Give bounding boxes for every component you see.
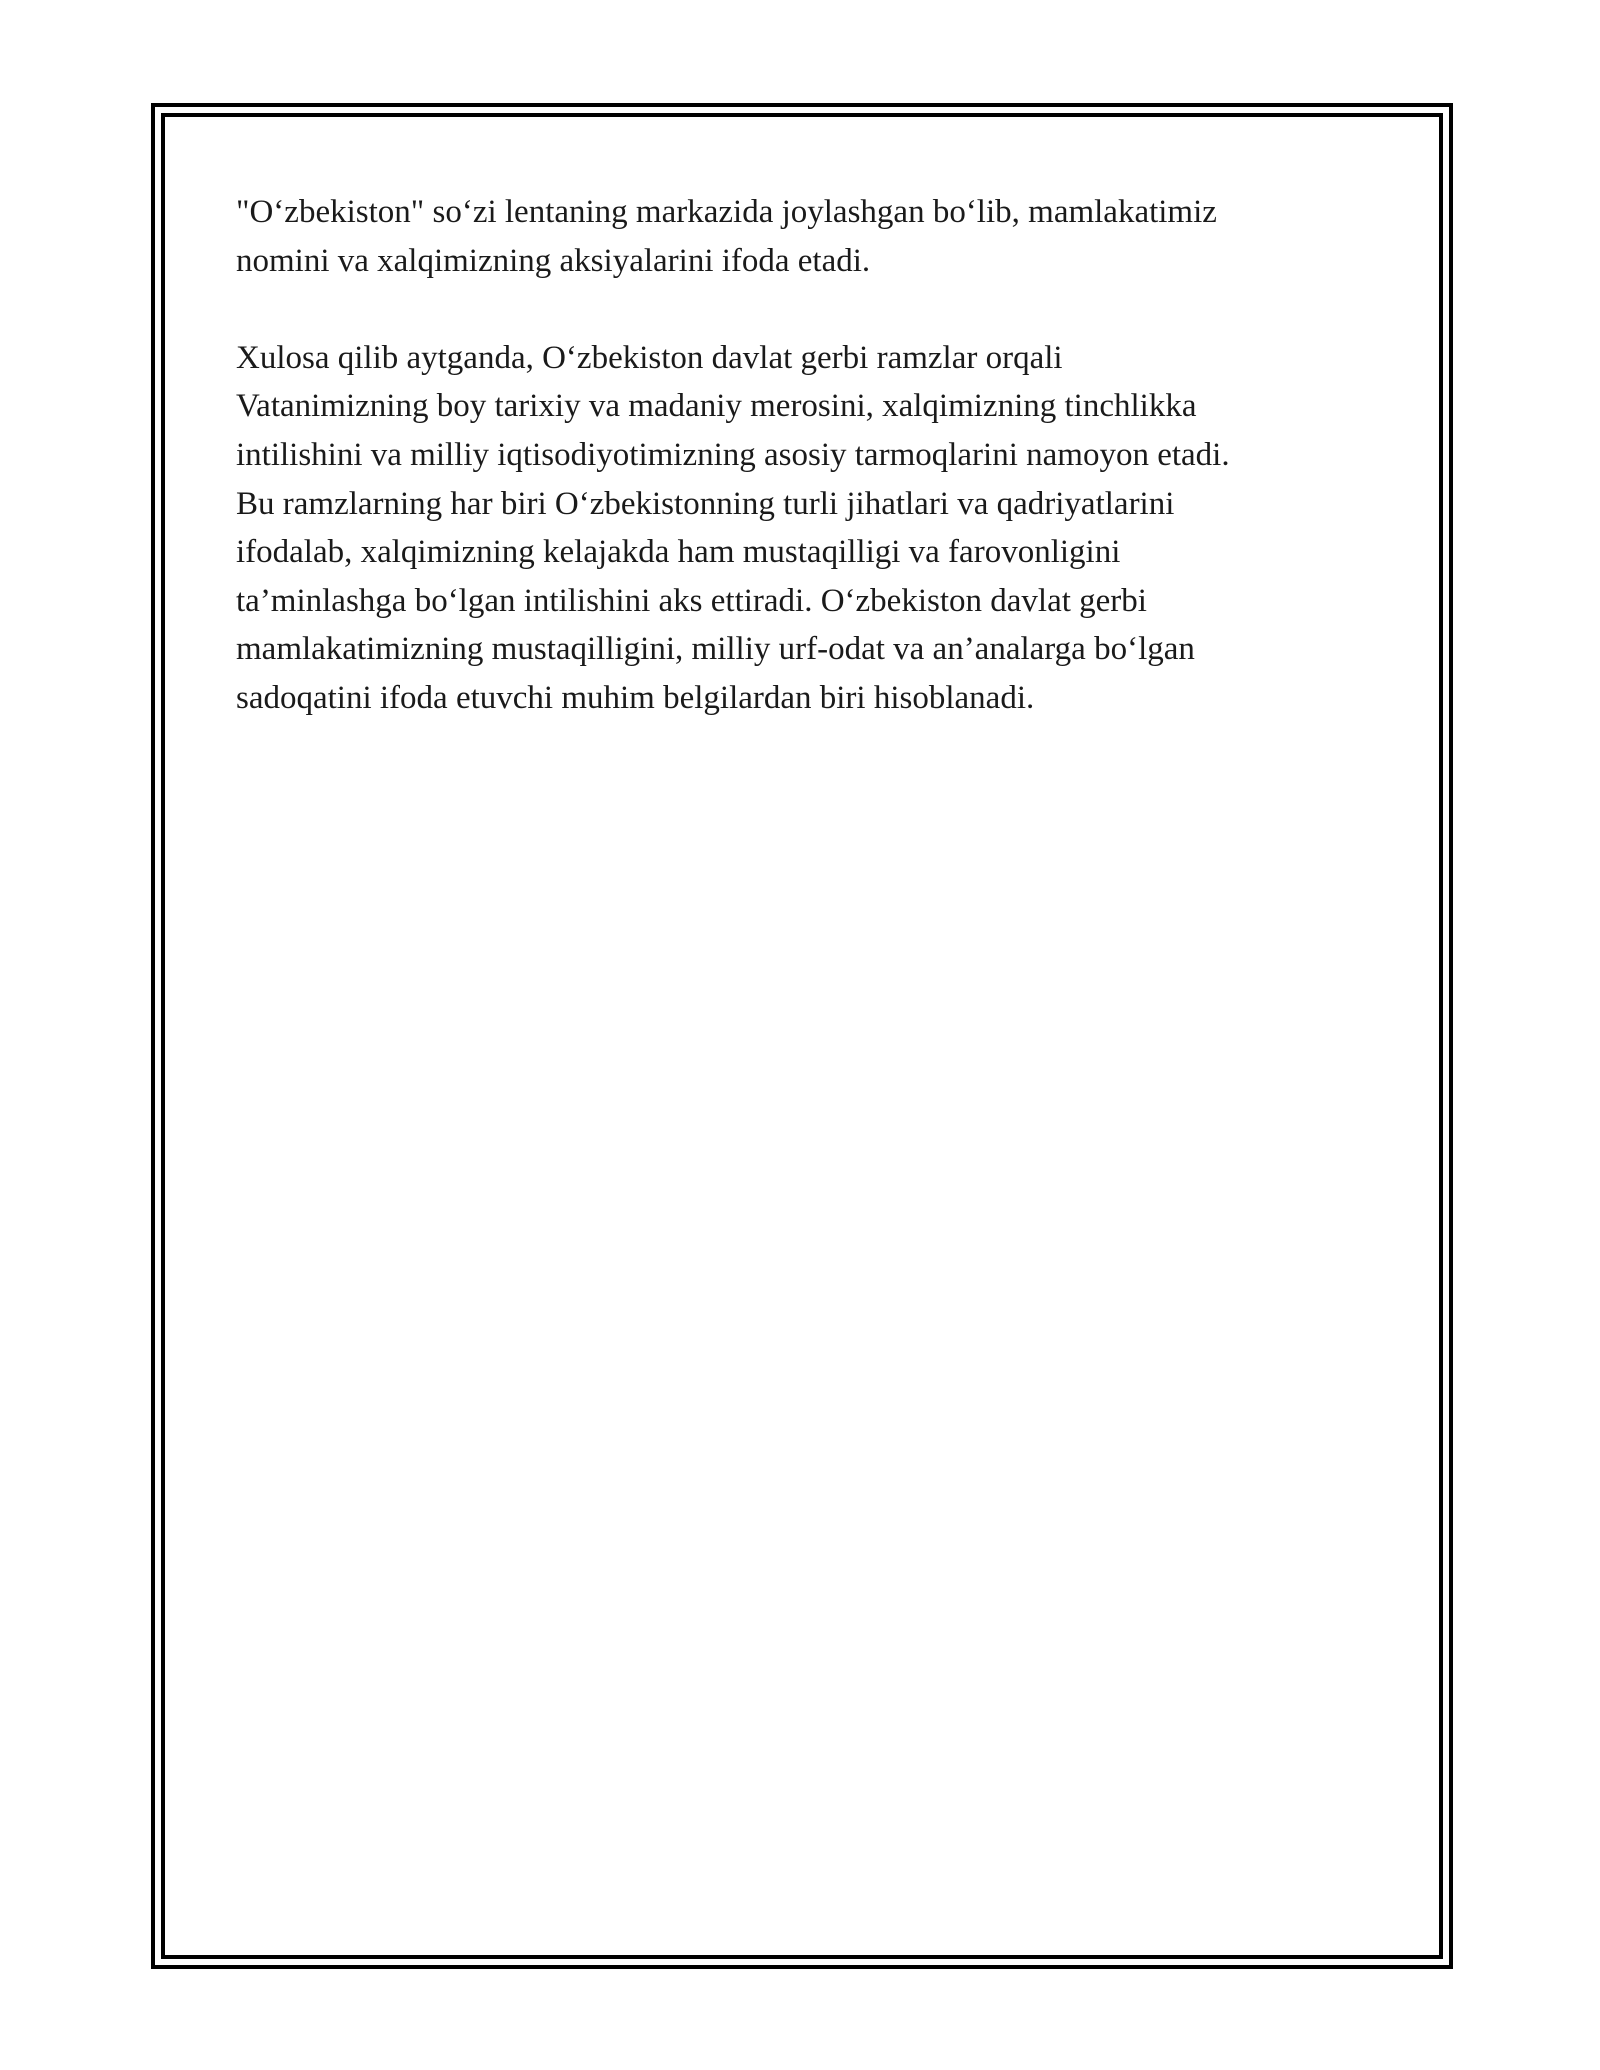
paragraph-1: "O‘zbekiston" so‘zi lentaning markazida joylashgan bo‘lib, mamlakatimiz nomini va xalqimizning aksiyalarini ifoda etadi.: [236, 194, 1217, 279]
document-body: [236, 188, 1366, 771]
paragraph-2: Xulosa qilib aytganda, O‘zbekiston davlat gerbi ramzlar orqali Vatanimizning boy tarixiy va madaniy merosini, xalqimizning tinchlikka intilishini va milliy iqtisodiyotimizning asosiy tarmoqlarini namoyon etadi. Bu ramzlarning har biri O‘zbekistonning turli jihatlari va qadriyatlarini ifodalab, xalqimizning kelajakda ham mustaqilligi va farovonligini ta’minlashga bo‘lgan intilishini aks ettiradi. O‘zbekiston davlat gerbi mamlakatimizning mustaqilligini, milliy urf-odat va an’analarga bo‘lgan sadoqatini ifoda etuvchi muhim belgilardan biri hisoblanadi.: [236, 339, 1230, 716]
